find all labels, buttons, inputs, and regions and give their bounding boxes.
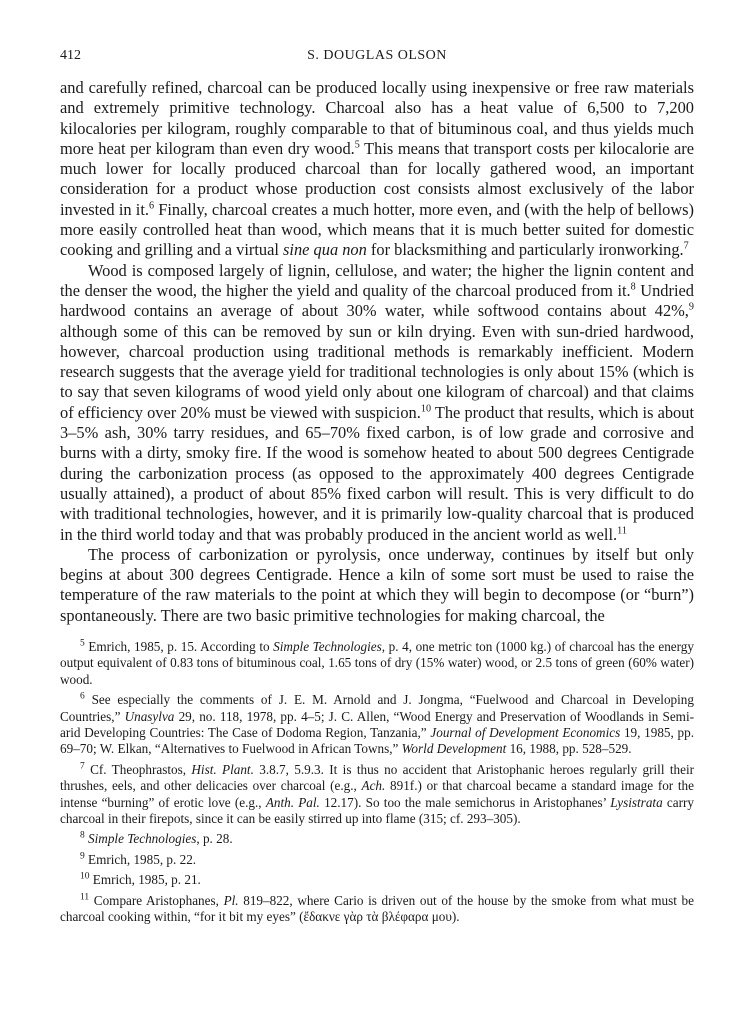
footnote-5: $^5$ Emrich, 1985, p. 15. According to Simple Technologies, p. 4, one metric ton (1000 kg.) of charcoal has the energy output equivalent of 0.83 tons of bituminous coal, 1.65 tons of dry (15% water) wood, or 2.5 tons of green (60% water) wood. bbox=[60, 638, 694, 687]
paragraph-3: The process of carbonization or pyrolysis, once underway, continues by itself but only begins at about 300 degrees Centigrade. Hence a kiln of some sort must be used to raise the temperature of the raw materials to the point at which they will begin to decompose (or “burn”) spontaneously. There are two basic primitive technologies for making charcoal, the bbox=[60, 544, 694, 625]
page-number: 412 bbox=[60, 48, 81, 63]
footnote-9: $^9$ Emrich, 1985, p. 22. bbox=[80, 851, 197, 867]
footnote-8: $^8$ Simple Technologies, p. 28. bbox=[80, 831, 233, 847]
footnote-10: $^{10}$ Emrich, 1985, p. 21. bbox=[80, 871, 201, 888]
footnote-6: $^6$ See especially the comments of J. E. M. Arnold and J. Jongma, “Fuelwood and Charcoal in Developing Countries,” Unasylva 29, no. 118, 1978, pp. 4–5; J. C. Allen, “Wood Energy and Preservation of Woodlands in Semi-arid Developing Countries: The Case of Dodoma Region, Tanzania,” Journal of Development Economics 19, 1985, pp. 69–70; W. Elkan, “Alternatives to Fuelwood in African Towns,” World Development 16, 1988, pp. 528–529. bbox=[60, 691, 695, 757]
journal-page bbox=[60, 48, 694, 930]
greek-quote: ἔδακνε γὰρ τὰ βλέφαρα μου bbox=[303, 909, 452, 925]
paragraph-1: and carefully refined, charcoal can be produced locally using inexpensive or free raw materials and extremely primitive technology. Charcoal also has a heat value of 6,500 to 7,200 kilocalories per kilogram, roughly comparable to that of bituminous coal, and thus yields much more heat per kilogram than even dry wood.$^5$ This means that transport costs per kilocalorie are much lower for locally produced charcoal than for locally gathered wood, an important consideration for a product whose production cost consists almost exclusively of the labor invested in it.$^6$ Finally, charcoal creates a much hotter, more even, and (with the help of bellows) more easily controlled heat than wood, which means that it is much better suited for domestic cooking and grilling and a virtual sine qua non for blacksmithing and particularly ironworking.$^7$ bbox=[60, 78, 694, 260]
footnote-11: $^{11}$ Compare Aristophanes, Pl. 819–822, where Cario is driven out of the house by the smoke from what must be charcoal cooking within, “for it bit my eyes” (ἔδακνε γὰρ τὰ βλέφαρα μου). bbox=[60, 892, 694, 925]
footnotes bbox=[60, 639, 694, 926]
footnote-ref-9[interactable]: 9 bbox=[688, 301, 694, 313]
footnote-7: $^7$ Cf. Theophrastos, Hist. Plant. 3.8.7, 5.9.3. It is thus no accident that Aristophanic heroes regularly grill their thrushes, eels, and other delicacies over charcoal (e.g., Ach. 891f.) or that charcoal became a standard image for the intense “burning” of erotic love (e.g., Anth. Pal. 12.17). So too the male semichorus in Aristophanes’ Lysistrata carry charcoal in their firepots, since it can be easily stirred up into flame (315; cf. 293–305). bbox=[60, 761, 695, 827]
footnote-ref-5[interactable]: 5 bbox=[354, 139, 360, 151]
footnote-ref-10[interactable]: 10 bbox=[420, 403, 432, 415]
italic-phrase: sine qua non bbox=[283, 240, 367, 260]
footnote-ref-11[interactable]: 11 bbox=[617, 525, 627, 537]
body-text bbox=[60, 78, 694, 626]
paragraph-2: Wood is composed largely of lignin, cellulose, and water; the higher the lignin content and the denser the wood, the higher the yield and quality of the charcoal produced from it.$^8$ Undried hardwood contains an average of about 30% water, while softwood contains about 42%,$^9$ although some of this can be removed by sun or kiln drying. Even with sun-dried hardwood, however, charcoal production using traditional methods is remarkably inefficient. Modern research suggests that the average yield for traditional technologies is only about 15% (which is to say that seven kilograms of wood yield only about one kilogram of charcoal) and that claims of efficiency over 20% must be viewed with suspicion.$^{10}$ The product that results, which is about 3–5% ash, 30% tarry residues, and 65–70% fixed carbon, is of low grade and corrosive and burns with a dirty, smoky fire. If the wood is somehow heated to about 500 degrees Centigrade during the carbonization process (as opposed to the approximately 400 degrees Centigrade usually attained), a product of about 85% fixed carbon will result. This is very difficult to do with traditional technologies, however, and it is primarily low-quality charcoal that is produced in the third world today and that was probably produced in the ancient world as well.$^{11}$ bbox=[60, 260, 694, 544]
footnote-ref-8[interactable]: 8 bbox=[630, 281, 636, 293]
footnote-ref-6[interactable]: 6 bbox=[148, 200, 155, 212]
running-author: S. DOUGLAS OLSON bbox=[307, 48, 447, 63]
running-head bbox=[60, 48, 694, 70]
footnote-ref-7[interactable]: 7 bbox=[683, 240, 689, 252]
